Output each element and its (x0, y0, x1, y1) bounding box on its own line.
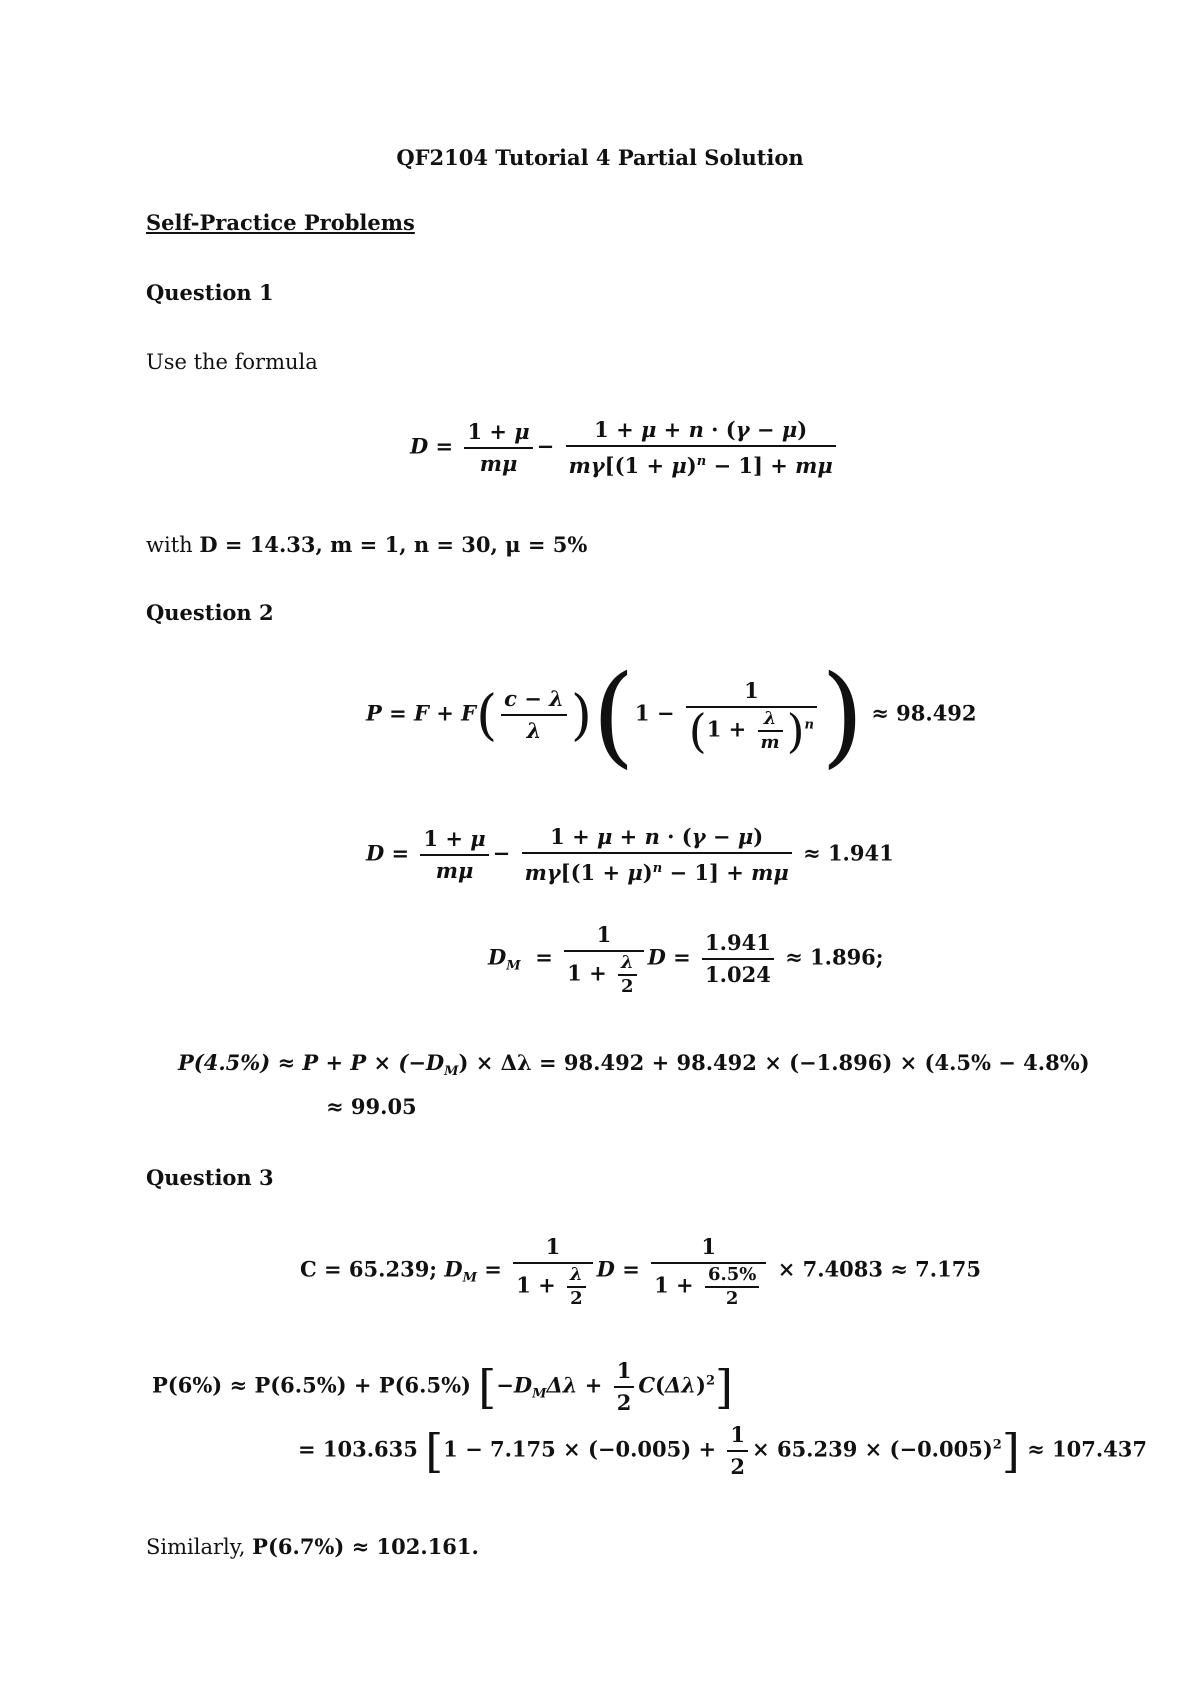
p6-line2-a: = 103.635 (298, 1436, 418, 1462)
p6-line2-c: × 65.239 × (−0.005) (752, 1436, 993, 1462)
duration-formula-q1: D = $\frac{1 + \mu}{m\mu}$ − $\frac{1 + \mu + n \cdot (\gamma - \mu)}{m\gamma[(1 + \mu)^n - 1] + m\mu}$ (410, 415, 840, 481)
q2-duration-result: ≈ 1.941 (803, 840, 894, 866)
q3-dm-tail: × 7.4083 ≈ 7.175 (777, 1256, 981, 1282)
p45-rhs: ) × Δλ = 98.492 + 98.492 × (−1.896) × (4.5% − 4.8%) (458, 1050, 1090, 1075)
dm-numerator: 1.941 (702, 928, 774, 960)
price-formula-q2: P = F + F( $\frac{c - \lambda}{\lambda}$ )(1 − 1 (1 + $\frac{\lambda}{m}$ )$^n$ ) ≈ 98.492 (366, 651, 977, 779)
price-approx-q3-line1: P(6%) ≈ P(6.5%) + P(6.5%) [$-D_M\Delta\lambda$ + $\frac{1}{2}$ $C(\Delta\lambda)^2$] (152, 1358, 733, 1415)
question-1-heading: Question 1 (146, 280, 274, 305)
q2-price-result: ≈ 98.492 (871, 700, 977, 726)
question-3-heading: Question 3 (146, 1165, 274, 1190)
modified-duration-q2: $D_M$ = 1 1 + $\frac{\lambda}{2}$ D = $\frac{1.941}{1.024}$ ≈ 1.896; (488, 922, 884, 997)
convexity-and-duration-q3: C = 65.239; $D_M$ = 1 1 + $\frac{\lambda}{2}$ D = 1 1 + $\frac{6.5\%}{2}$ × 7.4083 ≈ 7.175 (300, 1234, 981, 1309)
document-title: QF2104 Tutorial 4 Partial Solution (396, 145, 804, 170)
p45-lhs: P(4.5%) ≈ P + P × (−D (178, 1050, 445, 1075)
price-approx-q2-line1: $P(4.5\%) \approx P + P \times (-D_M) \times \Delta\lambda = 98.492 + 98.492 \times (-1.896) \times (4.5\% - 4.8\%)$ (178, 1050, 1090, 1080)
p6-line2-d: ≈ 107.437 (1027, 1436, 1147, 1462)
question-2-heading: Question 2 (146, 600, 274, 625)
q2-modified-duration-result: ≈ 1.896; (785, 944, 884, 970)
duration-formula-q2: D = $\frac{1 + \mu}{m\mu}$ − $\frac{1 + \mu + n \cdot (\gamma - \mu)}{m\gamma[(1 + \mu)^n - 1] + m\mu}$ ≈ 1.941 (366, 824, 894, 885)
p6-lhs: P(6%) ≈ P(6.5%) + P(6.5%) (152, 1372, 471, 1398)
q3-similarly-result: P(6.7%) ≈ 102.161. (252, 1534, 479, 1559)
price-approx-q3-line2: = 103.635 [1 − 7.175 × (−0.005) + $\frac{1}{2}$ × $65.239 \times (-0.005)^2] \approx 107.437$ (298, 1422, 1147, 1479)
with-prefix: with (146, 533, 193, 557)
q1-given-values: D = 14.33, m = 1, n = 30, μ = 5% (199, 532, 588, 557)
q1-intro-text: Use the formula (146, 350, 318, 374)
p6-line2-b: 1 − 7.175 × (−0.005) + (443, 1436, 717, 1462)
q3-convexity: C = 65.239; (300, 1256, 438, 1282)
price-approx-q2-line2: ≈ 99.05 (326, 1094, 417, 1119)
dm-denominator: 1.024 (705, 962, 771, 987)
section-heading: Self-Practice Problems (146, 210, 415, 235)
q1-with-line (146, 532, 587, 557)
similarly-prefix: Similarly, (146, 1535, 246, 1559)
q3-similarly-line (146, 1534, 479, 1559)
q3-rate: 6.5% (705, 1264, 759, 1288)
